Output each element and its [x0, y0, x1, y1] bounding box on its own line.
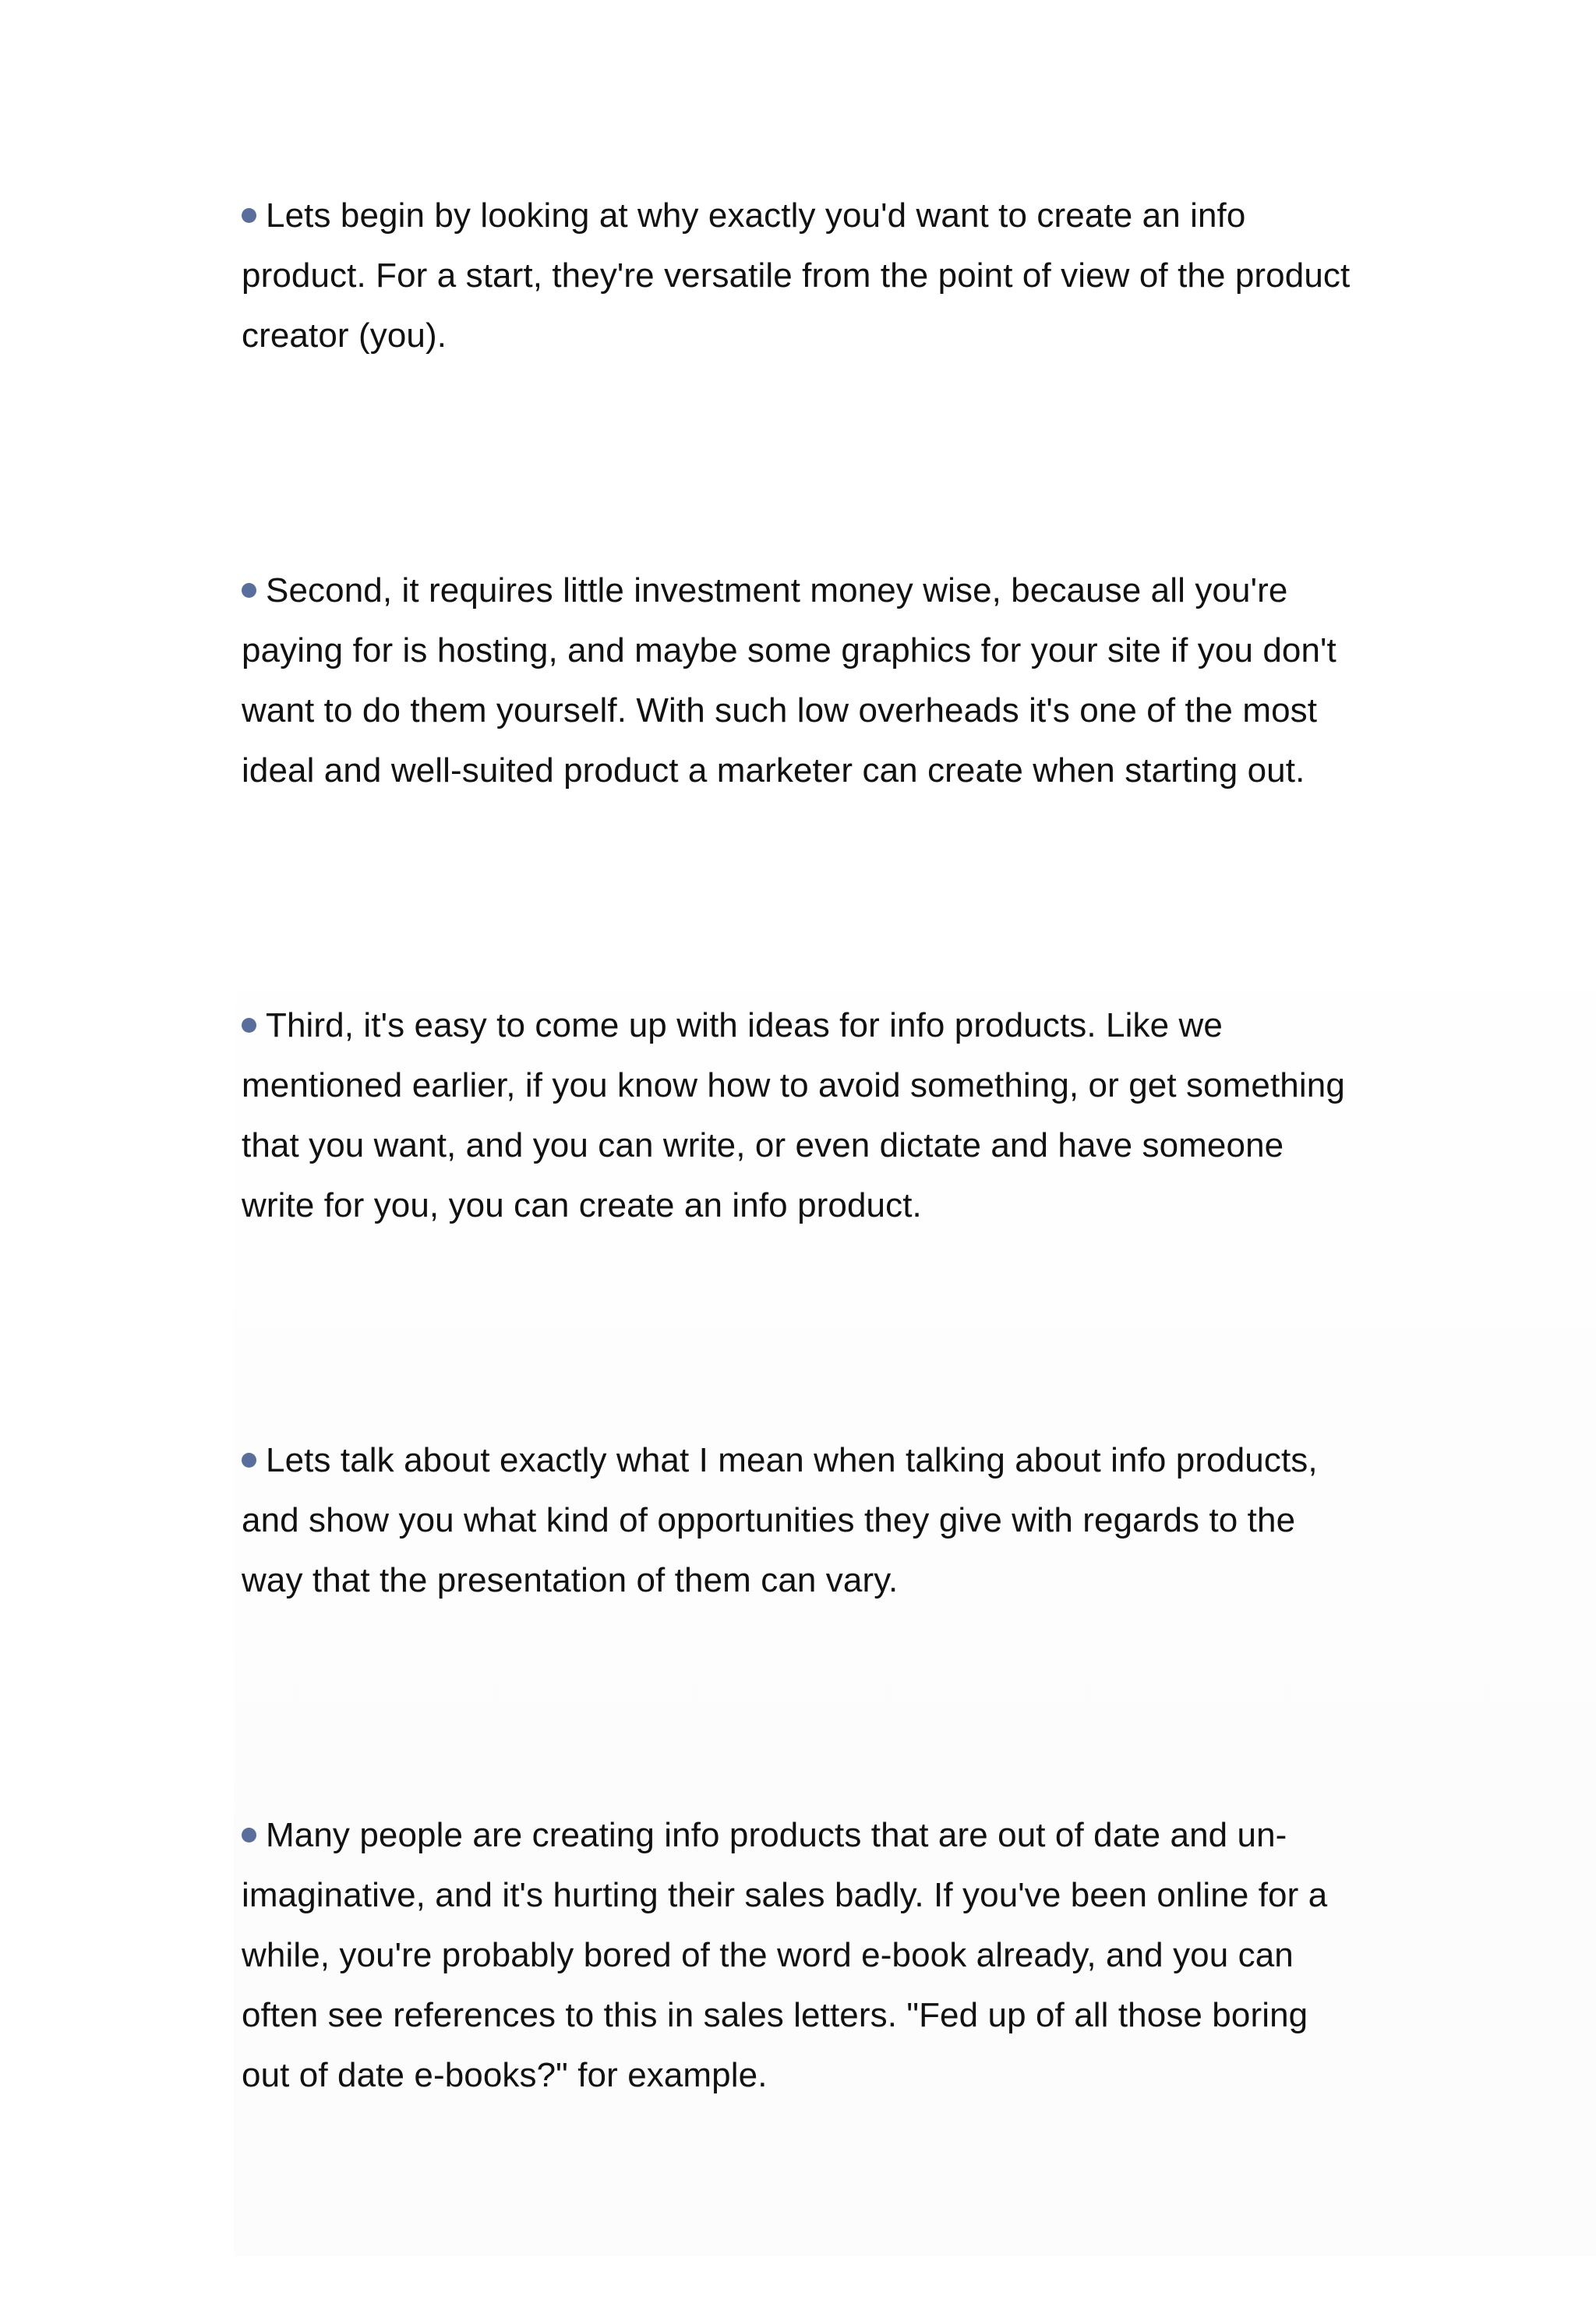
bullet-paragraph-5	[242, 1805, 1364, 2105]
bullet-text: Third, it's easy to come up with ideas for info products. Like we mentioned earlier, if you know how to avoid something, or get something that you want, and you can write, or even dictate and have someone write for you, you can create an info product.	[242, 1006, 1345, 1224]
bullet-text: Many people are creating info products that are out of date and un-imaginative, and it's hurting their sales badly. If you've been online for a while, you're probably bored of the word e-book already, and you can often see references to this in sales letters. "Fed up of all those boring out of date e-books?" for example.	[242, 1816, 1328, 2094]
bullet-text: Lets begin by looking at why exactly you'd want to create an info product. For a start, they're versatile from the point of view of the product creator (you).	[242, 196, 1351, 355]
bullet-dot-icon	[242, 208, 256, 223]
bullet-paragraph-1	[242, 185, 1364, 366]
bullet-text: Second, it requires little investment money wise, because all you're paying for is hosting, and maybe some graphics for your site if you don't want to do them yourself. With such low overheads it's one of the most ideal and well-suited product a marketer can create when starting out.	[242, 571, 1336, 790]
bullet-paragraph-2	[242, 560, 1364, 800]
bullet-dot-icon	[242, 583, 256, 598]
bullet-dot-icon	[242, 1018, 256, 1033]
bullet-text: Lets talk about exactly what I mean when talking about info products, and show you what kind of opportunities they give with regards to the way that the presentation of them can vary.	[242, 1441, 1318, 1599]
document-body	[242, 185, 1364, 2300]
bullet-dot-icon	[242, 1453, 256, 1468]
bullet-paragraph-3	[242, 995, 1364, 1235]
bullet-paragraph-4	[242, 1430, 1364, 1610]
bullet-dot-icon	[242, 1828, 256, 1842]
